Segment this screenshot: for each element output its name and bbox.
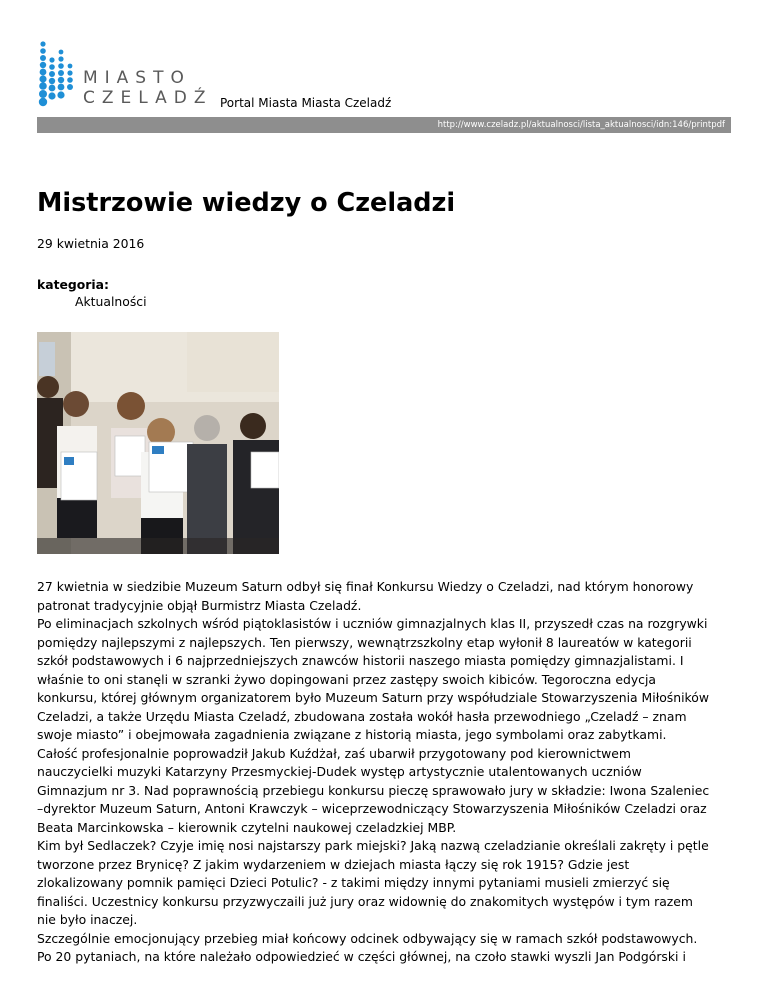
diploma-winners-photo — [37, 332, 279, 554]
body-line: Szczególnie emocjonujący przebieg miał końcowy odcinek odbywający się w ramach szkół podstawowych. — [37, 930, 698, 946]
body-line: Czeladzi, a także Urzędu Miasta Czeladź, zbudowana została wokół hasła przewodniego „Czeladź – znam — [37, 708, 687, 724]
body-line: nauczycielki muzyki Katarzyny Przesmyckiej-Dudek występ artystycznie utalentowanych uczniów — [37, 764, 642, 779]
article-title: Mistrzowie wiedzy o Czeladzi — [37, 188, 456, 218]
body-line: –dyrektor Muzeum Saturn, Antoni Krawczyk – wiceprzewodniczący Stowarzyszenia Miłośników Czeladzi oraz — [37, 801, 707, 816]
body-line: konkursu, której głównym organizatorem było Muzeum Saturn przy współudziale Stowarzyszenia Miłośników — [37, 690, 709, 705]
body-line: właśnie to oni stanęli w szranki żywo dopingowani przez zastępy swoich kibiców. Tegoroczna edycja — [37, 671, 657, 687]
category-label: kategoria: — [37, 277, 109, 292]
city-logo-icon — [37, 38, 77, 108]
body-line: Całość profesjonalnie poprowadził Jakub Kuźdżał, zaś ubarwił przygotowany pod kierownictwem — [37, 745, 631, 761]
body-line: pomiędzy najlepszymi z najlepszych. Ten pierwszy, wewnątrzszkolny etap wyłonił 8 laureatów w kategorii — [37, 634, 692, 650]
logo-wordmark — [83, 68, 212, 108]
body-line: nie było inaczej. — [37, 912, 138, 927]
print-url: http://www.czeladz.pl/aktualnosci/lista_aktualnosci/idn:146/printpdf — [437, 120, 725, 130]
portal-name: Portal Miasta Miasta Czeladź — [220, 96, 392, 110]
url-bar — [37, 117, 731, 133]
body-line: 27 kwietnia w siedzibie Muzeum Saturn odbył się finał Konkursu Wiedzy o Czeladzi, nad którym honorowy — [37, 579, 694, 594]
site-header — [37, 38, 731, 118]
body-line: Gimnazjum nr 3. Nad poprawnością przebiegu konkursu pieczę sprawowało jury w składzie: Iwona Szaleniec — [37, 782, 710, 798]
article-body — [37, 578, 737, 967]
body-line: szkół podstawowych i 6 najprzedniejszych znawców historii naszego miasta pomiędzy gimnazjalistami. I — [37, 653, 684, 668]
body-line: swoje miasto” i obejmowała zagadnienia związane z historią miasta, jego symbolami oraz zabytkami. — [37, 727, 667, 742]
category-value: Aktualności — [75, 294, 147, 309]
body-line: Kim był Sedlaczek? Czyje imię nosi najstarszy park miejski? Jaką nazwą czeladzianie określali zakręty i pętle — [37, 838, 709, 853]
body-line: Po eliminacjach szkolnych wśród piątoklasistów i uczniów gimnazjalnych klas II, przyszedł czas na rozgrywki — [37, 616, 708, 631]
body-line: patronat tradycyjnie objął Burmistrz Miasta Czeladź. — [37, 597, 362, 613]
body-line: Beata Marcinkowska – kierownik czytelni naukowej czeladzkiej MBP. — [37, 819, 457, 835]
body-line: tworzone przez Brynicę? Z jakim wydarzeniem w dziejach miasta łączy się rok 1915? Gdzie jest — [37, 856, 630, 872]
logo-line-1: MIASTO — [83, 68, 191, 88]
body-line: zlokalizowany pomnik pamięci Dzieci Potulic? - z takimi między innymi pytaniami musieli zmierzyć się — [37, 875, 670, 890]
body-line: Po 20 pytaniach, na które należało odpowiedzieć w części głównej, na czoło stawki wyszli Jan Podgórski i — [37, 949, 686, 964]
article-date: 29 kwietnia 2016 — [37, 236, 145, 251]
body-line: finaliści. Uczestnicy konkursu przyzwyczaili już jury oraz widownię do znakomitych występów i tym razem — [37, 893, 693, 909]
article-photo — [37, 332, 279, 554]
logo-line-2: CZELADŹ — [83, 88, 213, 108]
